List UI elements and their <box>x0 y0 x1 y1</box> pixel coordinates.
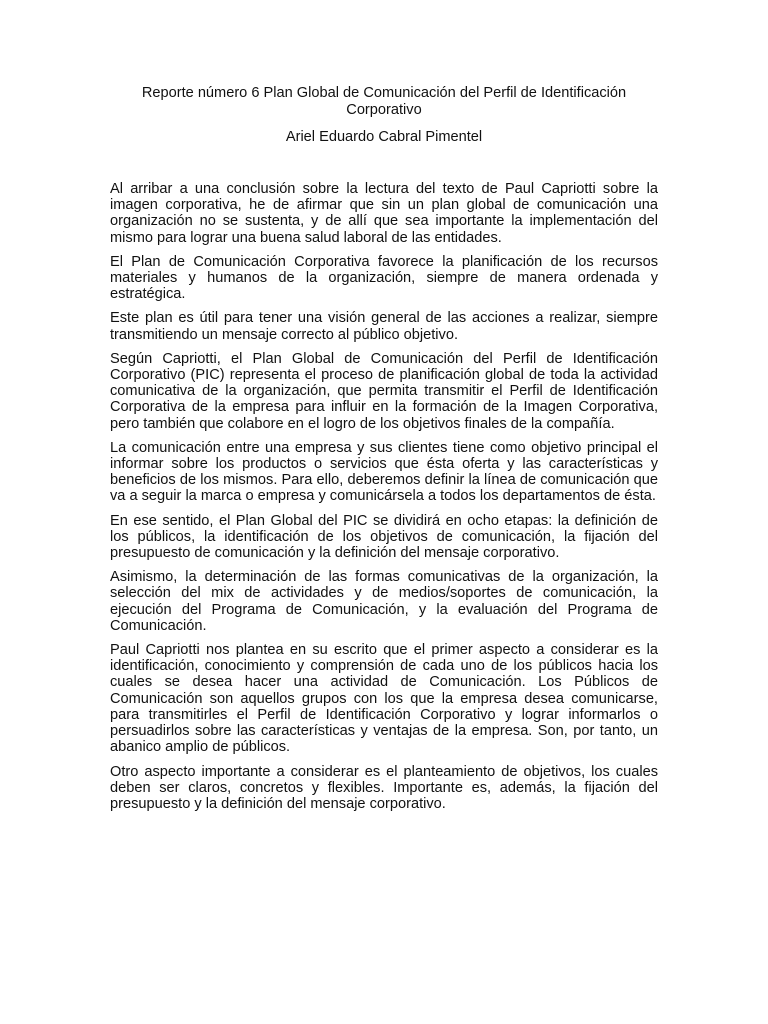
paragraph: En ese sentido, el Plan Global del PIC se dividirá en ocho etapas: la definición de los públicos, la identificación de los objetivos de comunicación, la fijación del presupuesto de comunicación y la definición del mensaje corporativo. <box>110 512 658 562</box>
document-body <box>110 181 658 820</box>
paragraph: Paul Capriotti nos plantea en su escrito que el primer aspecto a considerar es la identificación, conocimiento y comprensión de cada uno de los públicos hacia los cuales se desea hacer una actividad de Comunicación. Los Públicos de Comunicación son aquellos grupos con los que la empresa desea comunicarse, para transmitirles el Perfil de Identificación Corporativo y lograr informarlos o persuadirlos sobre las características y ventajas de la empresa. Son, por tanto, un abanico amplio de públicos. <box>110 642 658 756</box>
paragraph: Otro aspecto importante a considerar es el planteamiento de objetivos, los cuales deben ser claros, concretos y flexibles. Importante es, además, la fijación del presupuesto y la definición del mensaje corporativo. <box>110 763 658 812</box>
paragraph: Al arribar a una conclusión sobre la lectura del texto de Paul Capriotti sobre la imagen corporativa, he de afirmar que sin un plan global de comunicación una organización no se sustenta, y de allí que sea importante la implementación del mismo para lograr una buena salud laboral de las entidades. <box>110 181 658 246</box>
paragraph: Asimismo, la determinación de las formas comunicativas de la organización, la selección del mix de actividades y de medios/soportes de comunicación, la ejecución del Programa de Comunicación, y la evaluación del Programa de Comunicación. <box>110 569 658 634</box>
paragraph: Según Capriotti, el Plan Global de Comunicación del Perfil de Identificación Corporativo (PIC) representa el proceso de planificación global de toda la actividad comunicativa de la organización, que permita transmitir el Perfil de Identificación Corporativa de la empresa para influir en la formación de la Imagen Corporativa, pero también que colabore en el logro de los objetivos finales de la compañía. <box>110 350 658 432</box>
paragraph: La comunicación entre una empresa y sus clientes tiene como objetivo principal el informar sobre los productos o servicios que ésta oferta y las características y beneficios de los mismos. Para ello, deberemos definir la línea de comunicación que va a seguir la marca o empresa y comunicársela a todos los departamentos de ésta. <box>110 439 658 505</box>
paragraph: Este plan es útil para tener una visión general de las acciones a realizar, siempre transmitiendo un mensaje correcto al público objetivo. <box>110 310 658 343</box>
document-title: Reporte número 6 Plan Global de Comunicación del Perfil de Identificación Corporativo <box>141 85 627 118</box>
paragraph: El Plan de Comunicación Corporativa favorece la planificación de los recursos materiales y humanos de la organización, siempre de manera ordenada y estratégica. <box>110 253 658 303</box>
document-author: Ariel Eduardo Cabral Pimentel <box>285 129 483 145</box>
